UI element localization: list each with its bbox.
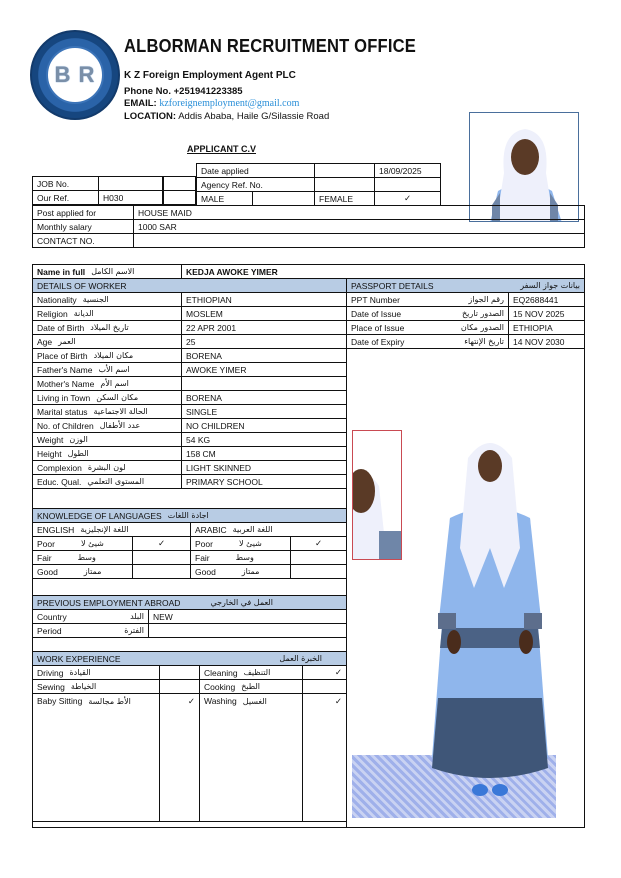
job-no-label: JOB No. [33,177,99,191]
worker-section-header: DETAILS OF WORKER [33,279,347,293]
agency-ref-label: Agency Ref. No. [197,178,315,192]
work-skill-label: Cleaning التنظيف [200,666,303,680]
passport-field-label: Date of Issue الصدور تاريخ [347,307,509,321]
english-header: ENGLISH اللغة الإنجليزية [33,523,191,537]
worker-field-value: ETHIOPIAN [182,293,347,307]
work-skill-label: Washing الغسيل [200,694,303,822]
worker-field-value: MOSLEM [182,307,347,321]
date-gender-table [196,163,441,206]
worker-row [33,475,347,489]
agency-ref-blank [315,178,375,192]
worker-field-value: LIGHT SKINNED [182,461,347,475]
work-experience-table [32,651,347,822]
passport-field-label: PPT Number رقم الجواز [347,293,509,307]
period-value [149,624,347,638]
worker-row [33,391,347,405]
arabic-level-checkbox[interactable] [291,565,347,579]
english-level-label: Good ممتاز [33,565,133,579]
previous-section-header: PREVIOUS EMPLOYMENT ABROAD العمل في الخارجي [33,596,347,610]
worker-field-value [182,377,347,391]
country-label: Country البلد [33,610,149,624]
work-skill-label: Driving القيادة [33,666,160,680]
worker-field-label: Complexion لون البشرة [33,461,182,475]
arabic-level-checkbox[interactable] [291,551,347,565]
worker-row [33,321,347,335]
passport-field-value: 15 NOV 2025 [509,307,585,321]
worker-field-label: Age العمر [33,335,182,349]
male-checkbox[interactable] [253,192,315,206]
work-skill-checkbox[interactable]: ✓ [160,694,200,822]
cv-title: APPLICANT C.V [187,144,257,154]
language-level-row [33,537,347,551]
english-level-label: Poor شيئ لا [33,537,133,551]
company-title: ALBORMAN RECRUITMENT OFFICE [124,36,416,56]
passport-field-label: Date of Expiry تاريخ الإنتهاء [347,335,509,349]
languages-section-header: KNOWLEDGE OF LANGUAGES اجادة اللغات [33,509,347,523]
salary-label: Monthly salary [33,220,134,234]
work-skill-row [33,694,347,822]
work-skill-row [33,666,347,680]
job-ref-table [32,176,163,205]
passport-row [347,335,585,349]
country-value: NEW [149,610,347,624]
english-level-checkbox[interactable] [133,551,191,565]
work-skill-label: Sewing الخياطة [33,680,160,694]
passport-field-label: Place of Issue الصدور مكان [347,321,509,335]
passport-field-value: EQ2688441 [509,293,585,307]
full-body-photo [420,428,560,820]
date-applied-label: Date applied [197,164,315,178]
phone-line: Phone No. +251941223385 [124,86,243,97]
arabic-level-label: Poor شيئ لا [191,537,291,551]
worker-field-value: PRIMARY SCHOOL [182,475,347,489]
worker-row [33,363,347,377]
passport-field-value: ETHIOPIA [509,321,585,335]
worker-field-value: 54 KG [182,433,347,447]
period-label: Period الفترة [33,624,149,638]
worker-field-value: BORENA [182,349,347,363]
agency-ref-value [375,178,441,192]
post-value: HOUSE MAID [134,206,585,220]
worker-row [33,335,347,349]
worker-field-label: Height الطول [33,447,182,461]
work-skill-label: Baby Sitting الأط مجالسة [33,694,160,822]
languages-table [32,508,347,579]
work-section-header: WORK EXPERIENCE الخبرة العمل [33,652,347,666]
worker-field-value: 158 CM [182,447,347,461]
location-line: LOCATION: Addis Ababa, Haile G/Silassie Road [124,111,330,122]
worker-field-label: Educ. Qual. المستوى التعلمي [33,475,182,489]
agent-name: K Z Foreign Employment Agent PLC [124,70,296,81]
worker-field-label: Place of Birth مكان الميلاد [33,349,182,363]
worker-field-label: Father's Name اسم الأب [33,363,182,377]
passport-field-value: 14 NOV 2030 [509,335,585,349]
spacer-cell [164,177,196,191]
company-logo [30,30,120,120]
worker-row [33,405,347,419]
post-label: Post applied for [33,206,134,220]
passport-section-header: PASSPORT DETAILS بيانات جواز السفر [347,279,585,293]
worker-field-value: NO CHILDREN [182,419,347,433]
contact-label: CONTACT NO. [33,234,134,248]
worker-field-label: Date of Birth تاريخ الميلاد [33,321,182,335]
name-value: KEDJA AWOKE YIMER [182,265,585,279]
passport-table [346,278,585,349]
logo-globe-icon: B R [46,46,104,104]
arabic-level-label: Fair وسط [191,551,291,565]
worker-details-table [32,278,347,489]
passport-row [347,293,585,307]
worker-field-value: SINGLE [182,405,347,419]
worker-row [33,377,347,391]
arabic-level-label: Good ممتاز [191,565,291,579]
english-level-label: Fair وسط [33,551,133,565]
worker-field-label: Nationality الجنسية [33,293,182,307]
arabic-level-checkbox[interactable]: ✓ [291,537,347,551]
worker-field-value: 25 [182,335,347,349]
job-no-value [99,177,163,191]
worker-row [33,433,347,447]
worker-field-label: Mother's Name اسم الأم [33,377,182,391]
our-ref-value: H030 [99,191,163,205]
worker-field-value: AWOKE YIMER [182,363,347,377]
spacer-cell [164,191,196,205]
worker-field-label: No. of Children عدد الأطفال [33,419,182,433]
worker-row [33,307,347,321]
work-skill-row [33,680,347,694]
salary-value: 1000 SAR [134,220,585,234]
spacer-table [163,176,196,205]
date-applied-blank [315,164,375,178]
worker-row [33,447,347,461]
post-table [32,205,585,248]
language-level-row [33,565,347,579]
cropped-passport-photo [352,430,402,560]
worker-row [33,461,347,475]
worker-row [33,419,347,433]
work-skill-checkbox[interactable] [160,680,200,694]
arabic-header: ARABIC اللغة العربية [191,523,347,537]
worker-field-label: Marital status الحالة الاجتماعية [33,405,182,419]
email-line: EMAIL: kzforeignemployment@gmail.com [124,98,300,109]
female-checkbox[interactable]: ✓ [375,192,441,206]
email-link[interactable]: kzforeignemployment@gmail.com [159,98,300,109]
work-skill-label: Cooking الطبخ [200,680,303,694]
work-skill-checkbox[interactable] [303,680,347,694]
work-skill-checkbox[interactable] [160,666,200,680]
date-applied-value: 18/09/2025 [375,164,441,178]
name-table [32,264,585,279]
worker-field-value: 22 APR 2001 [182,321,347,335]
work-skill-checkbox[interactable]: ✓ [303,666,347,680]
worker-field-label: Living in Town مكان السكن [33,391,182,405]
english-level-checkbox[interactable]: ✓ [133,537,191,551]
worker-field-label: Religion الديانة [33,307,182,321]
worker-row [33,293,347,307]
passport-row [347,307,585,321]
contact-value [134,234,585,248]
previous-employment-table [32,595,347,638]
work-skill-checkbox[interactable]: ✓ [303,694,347,822]
female-label: FEMALE [315,192,375,206]
english-level-checkbox[interactable] [133,565,191,579]
passport-row [347,321,585,335]
language-level-row [33,551,347,565]
our-ref-label: Our Ref. [33,191,99,205]
name-label-cell: Name in full الاسم الكامل [33,265,182,279]
male-label: MALE [197,192,253,206]
worker-row [33,349,347,363]
worker-field-label: Weight الوزن [33,433,182,447]
worker-field-value: BORENA [182,391,347,405]
